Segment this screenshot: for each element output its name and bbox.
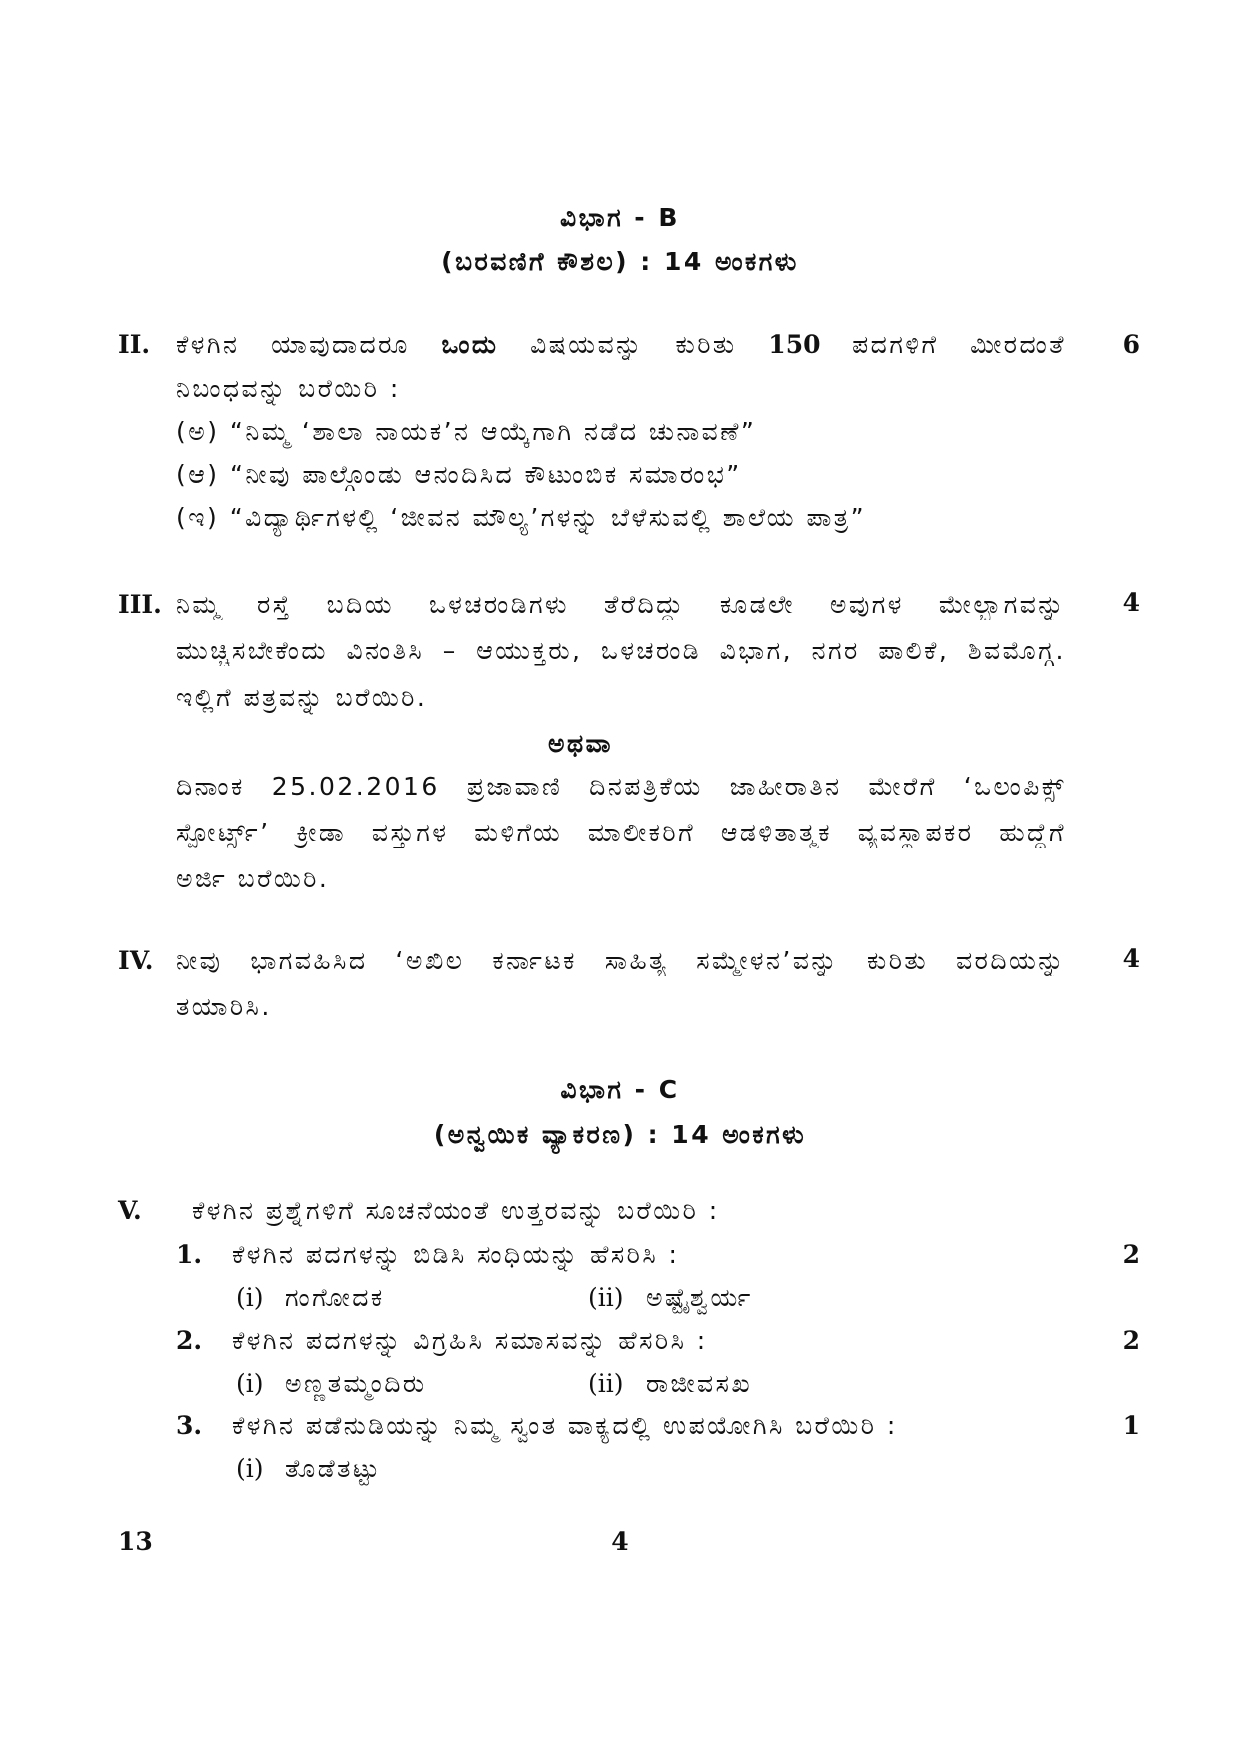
section-b-subheading: (ಬರವಣಿಗೆ ಕೌಶಲ) : 14 ಅಂಕಗಳು (441, 247, 799, 276)
question-number-3: III. (118, 590, 162, 619)
sub-question-1-item-1-word: ಗಂಗೋದಕ (285, 1283, 385, 1312)
question-2-line-1 (176, 330, 1066, 360)
question-3-line-1: ನಿಮ್ಮ ರಸ್ತೆ ಬದಿಯ ಒಳಚರಂಡಿಗಳು ತೆರೆದಿದ್ದು ಕೂಡಲೇ ಅವುಗಳ ಮೇಲ್ಭಾಗವನ್ನು (176, 590, 1066, 619)
sub-question-1-number: 1. (176, 1240, 203, 1269)
page-number: 4 (611, 1527, 629, 1556)
question-2-option-c: (ಇ) “ವಿದ್ಯಾರ್ಥಿಗಳಲ್ಲಿ ‘ಜೀವನ ಮೌಲ್ಯ’ಗಳನ್ನು ಬೆಳೆಸುವಲ್ಲಿ ಶಾಲೆಯ ಪಾತ್ರ” (176, 503, 867, 532)
question-number-2: II. (118, 330, 151, 359)
q2-line1-post: ಪದಗಳಿಗೆ ಮೀರದಂತೆ (852, 330, 1066, 359)
question-3-line-2: ಮುಚ್ಚಿಸಬೇಕೆಂದು ವಿನಂತಿಸಿ – ಆಯುಕ್ತರು, ಒಳಚರಂಡಿ ವಿಭಾಗ, ನಗರ ಪಾಲಿಕೆ, ಶಿವಮೊಗ್ಗ. (176, 636, 1066, 665)
question-4-marks: 4 (1122, 944, 1140, 973)
sub-question-2-item-1-word: ಅಣ್ಣತಮ್ಮಂದಿರು (285, 1369, 427, 1398)
question-2-line-2: ನಿಬಂಧವನ್ನು ಬರೆಯಿರಿ : (176, 374, 401, 403)
question-number-5: V. (118, 1196, 142, 1225)
sub-question-2-text: ಕೆಳಗಿನ ಪದಗಳನ್ನು ವಿಗ್ರಹಿಸಿ ಸಮಾಸವನ್ನು ಹೆಸರಿಸಿ : (232, 1326, 708, 1355)
question-3-marks: 4 (1122, 588, 1140, 617)
question-2-option-a: (ಅ) “ನಿಮ್ಮ ‘ಶಾಲಾ ನಾಯಕ’ನ ಆಯ್ಕೆಗಾಗಿ ನಡೆದ ಚುನಾವಣೆ” (176, 417, 757, 446)
question-5-intro: ಕೆಳಗಿನ ಪ್ರಶ್ನೆಗಳಿಗೆ ಸೂಚನೆಯಂತೆ ಉತ್ತರವನ್ನು ಬರೆಯಿರಿ : (192, 1196, 720, 1225)
question-2-option-b: (ಆ) “ನೀವು ಪಾಲ್ಗೊಂಡು ಆನಂದಿಸಿದ ಕೌಟುಂಬಿಕ ಸಮಾರಂಭ” (176, 460, 742, 489)
section-c-heading: ವಿಭಾಗ - C (560, 1075, 680, 1104)
question-number-4: IV. (118, 946, 154, 975)
question-3-line-3: ಇಲ್ಲಿಗೆ ಪತ್ರವನ್ನು ಬರೆಯಿರಿ. (176, 683, 428, 712)
sub-question-2-marks: 2 (1122, 1326, 1140, 1355)
section-b-heading: ವಿಭಾಗ - B (560, 203, 680, 232)
section-c-subheading: (ಅನ್ವಯಿಕ ವ್ಯಾಕರಣ) : 14 ಅಂಕಗಳು (433, 1120, 807, 1149)
question-3-alt-line-2: ಸ್ಪೋರ್ಟ್ಸ್’ ಕ್ರೀಡಾ ವಸ್ತುಗಳ ಮಳಿಗೆಯ ಮಾಲೀಕರಿಗೆ ಆಡಳಿತಾತ್ಮಕ ವ್ಯವಸ್ಥಾಪಕರ ಹುದ್ದೆಗೆ (176, 818, 1066, 847)
question-3-alt-line-3: ಅರ್ಜಿ ಬರೆಯಿರಿ. (176, 864, 330, 893)
question-2-marks: 6 (1122, 330, 1140, 359)
sub-question-1-item-2-word: ಅಷ್ಟೈಶ್ವರ್ಯ (646, 1283, 753, 1312)
sub-question-1-marks: 2 (1122, 1240, 1140, 1269)
question-4-line-1: ನೀವು ಭಾಗವಹಿಸಿದ ‘ಅಖಿಲ ಕರ್ನಾಟಕ ಸಾಹಿತ್ಯ ಸಮ್ಮೇಳನ’ವನ್ನು ಕುರಿತು ವರದಿಯನ್ನು (176, 946, 1066, 975)
sub-question-2-number: 2. (176, 1326, 203, 1355)
q2-line1-pre: ಕೆಳಗಿನ ಯಾವುದಾದರೂ (176, 330, 410, 359)
sub-question-1-item-1-label: (i) (236, 1283, 264, 1312)
q2-line1-num: 150 (768, 330, 821, 359)
q2-line1-bold: ಒಂದು (441, 330, 499, 359)
sub-question-3-text: ಕೆಳಗಿನ ಪಡೆನುಡಿಯನ್ನು ನಿಮ್ಮ ಸ್ವಂತ ವಾಕ್ಯದಲ್ಲಿ ಉಪಯೋಗಿಸಿ ಬರೆಯಿರಿ : (232, 1411, 898, 1440)
q2-line1-mid: ವಿಷಯವನ್ನು ಕುರಿತು (530, 330, 737, 359)
sub-question-1-text: ಕೆಳಗಿನ ಪದಗಳನ್ನು ಬಿಡಿಸಿ ಸಂಧಿಯನ್ನು ಹೆಸರಿಸಿ : (232, 1240, 680, 1269)
sub-question-2-item-2-word: ರಾಜೀವಸಖ (646, 1369, 753, 1398)
footer-code: 13 (118, 1527, 153, 1556)
sub-question-3-number: 3. (176, 1411, 203, 1440)
sub-question-2-item-1-label: (i) (236, 1369, 264, 1398)
sub-question-1-item-2-label: (ii) (588, 1283, 624, 1312)
sub-question-3-marks: 1 (1122, 1411, 1140, 1440)
question-4-line-2: ತಯಾರಿಸಿ. (176, 992, 272, 1021)
question-3-or-label: ಅಥವಾ (548, 729, 614, 758)
question-3-alt-line-1: ದಿನಾಂಕ 25.02.2016 ಪ್ರಜಾವಾಣಿ ದಿನಪತ್ರಿಕೆಯ ಜಾಹೀರಾತಿನ ಮೇರೆಗೆ ‘ಒಲಂಪಿಕ್ಸ್ (176, 772, 1066, 801)
sub-question-3-item-1-word: ತೊಡೆತಟ್ಟು (285, 1454, 382, 1483)
sub-question-3-item-1-label: (i) (236, 1454, 264, 1483)
sub-question-2-item-2-label: (ii) (588, 1369, 624, 1398)
